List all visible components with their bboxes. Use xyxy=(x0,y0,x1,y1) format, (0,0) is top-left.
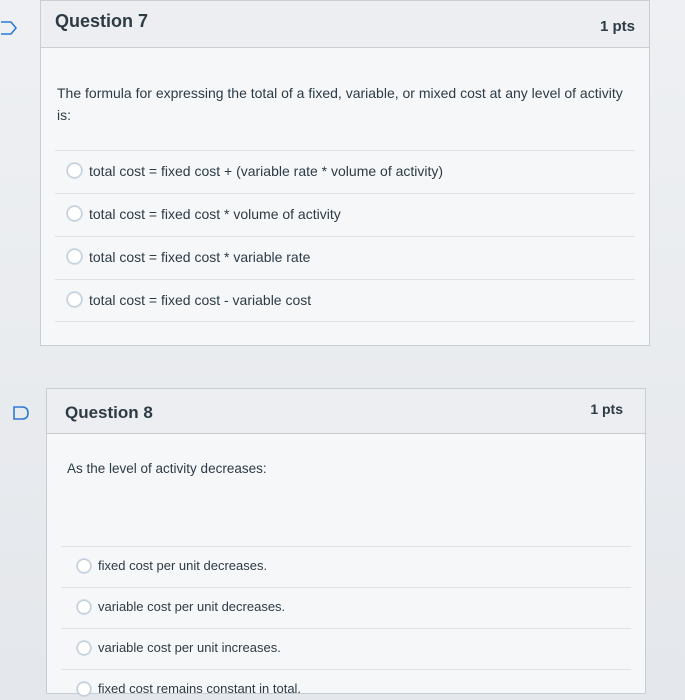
answer-option[interactable] xyxy=(55,150,635,193)
answer-label[interactable]: total cost = fixed cost + (variable rate * volume of activity) xyxy=(89,163,444,179)
question-prompt: The formula for expressing the total of a fixed, variable, or mixed cost at any level of activity is: xyxy=(57,85,623,123)
question-points: 1 pts xyxy=(599,18,635,35)
answer-option[interactable] xyxy=(55,279,635,322)
radio-button-icon[interactable] xyxy=(67,292,82,307)
answer-option[interactable] xyxy=(61,628,631,669)
answer-label[interactable]: fixed cost remains constant in total. xyxy=(98,681,302,696)
radio-button-icon[interactable] xyxy=(77,682,91,696)
answer-label[interactable]: total cost = fixed cost * variable rate xyxy=(89,249,311,265)
answer-option[interactable] xyxy=(55,193,635,236)
answer-label[interactable]: total cost = fixed cost * volume of activity xyxy=(89,206,341,222)
radio-button-icon[interactable] xyxy=(77,641,91,655)
answer-list xyxy=(55,150,635,322)
question-header xyxy=(41,1,649,48)
question-title: Question 8 xyxy=(65,403,153,422)
question-title: Question 7 xyxy=(55,11,149,31)
answer-label[interactable]: variable cost per unit decreases. xyxy=(98,599,286,614)
question-header xyxy=(47,389,645,434)
question-card xyxy=(46,388,646,694)
flag-question-icon[interactable] xyxy=(0,20,18,36)
flag-question-icon[interactable] xyxy=(12,405,30,421)
answer-option[interactable] xyxy=(61,587,631,628)
radio-button-icon[interactable] xyxy=(67,249,82,264)
answer-label[interactable]: total cost = fixed cost - variable cost xyxy=(89,292,312,308)
question-card xyxy=(40,0,650,346)
radio-button-icon[interactable] xyxy=(67,163,82,178)
radio-button-icon[interactable] xyxy=(67,206,82,221)
question-points: 1 pts xyxy=(590,401,623,417)
answer-label[interactable]: variable cost per unit increases. xyxy=(98,640,281,655)
answer-label[interactable]: fixed cost per unit decreases. xyxy=(98,558,268,573)
question-prompt: As the level of activity decreases: xyxy=(67,461,267,476)
answer-option[interactable] xyxy=(55,236,635,279)
radio-button-icon[interactable] xyxy=(77,600,91,614)
answer-option[interactable] xyxy=(61,669,631,700)
answer-list xyxy=(61,546,631,700)
radio-button-icon[interactable] xyxy=(77,559,91,573)
answer-option[interactable] xyxy=(61,546,631,587)
